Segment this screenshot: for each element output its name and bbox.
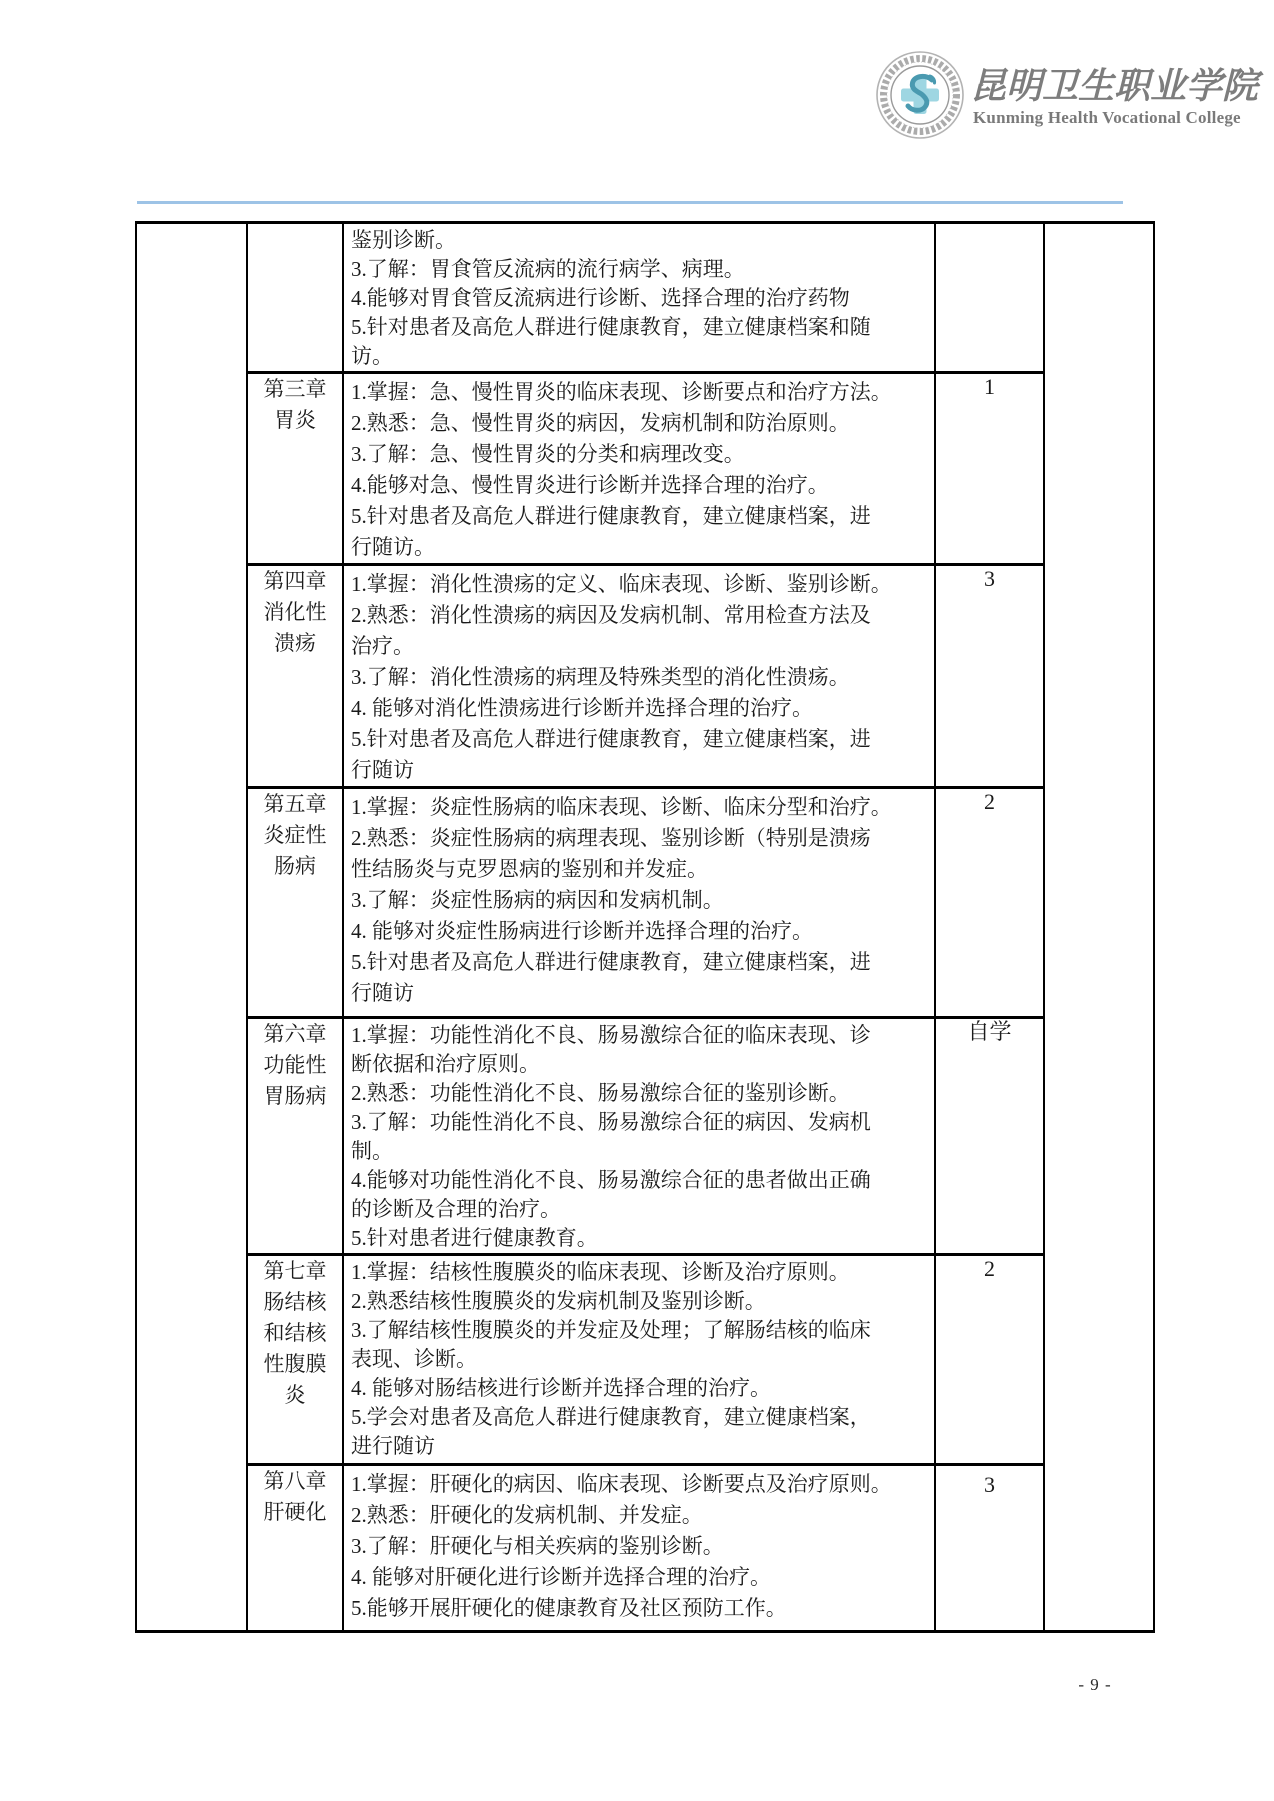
objectives-text: 1.掌握：功能性消化不良、肠易激综合征的临床表现、诊 断依据和治疗原则。 2.熟悉：功能性消化不良、肠易激综合征的鉴别诊断。 3.了解：功能性消化不良、肠易激综合征的病因、发病机 制。 4.能够对功能性消化不良、肠易激综合征的患者做出正确 的诊断及合理的治疗。 5.针对患者进行健康教育。 bbox=[351, 1023, 871, 1250]
objectives-text: 1.掌握：急、慢性胃炎的临床表现、诊断要点和治疗方法。 2.熟悉：急、慢性胃炎的病因，发病机制和防治原则。 3.了解：急、慢性胃炎的分类和病理改变。 4.能够对急、慢性胃炎进行诊断并选择合理的治疗。 5.针对患者及高危人群进行健康教育，建立健康档案，进 行随访。 bbox=[351, 380, 892, 559]
chapter-cell bbox=[247, 1255, 343, 1465]
syllabus-table bbox=[135, 221, 1155, 1633]
objectives-cell bbox=[343, 565, 935, 788]
chapter-label: 第七章 肠结核 和结核 性腹膜 炎 bbox=[263, 1259, 327, 1407]
chapter-cell bbox=[247, 565, 343, 788]
chapter-label: 第三章 胃炎 bbox=[263, 377, 327, 432]
merged-section-cell bbox=[136, 223, 247, 1632]
objectives-cell bbox=[343, 373, 935, 565]
objectives-text: 1.掌握：炎症性肠病的临床表现、诊断、临床分型和治疗。 2.熟悉：炎症性肠病的病理表现、鉴别诊断（特别是溃疡 性结肠炎与克罗恩病的鉴别和并发症。 3.了解：炎症性肠病的病因和发病机制。 4. 能够对炎症性肠病进行诊断并选择合理的治疗。 5.针对患者及高危人群进行健康教育，建立健康档案，进 行随访 bbox=[351, 795, 892, 1005]
chapter-label: 第五章 炎症性 肠病 bbox=[263, 792, 327, 878]
chapter-cell bbox=[247, 788, 343, 1018]
chapter-cell bbox=[247, 1465, 343, 1632]
chapter-label: 第六章 功能性 胃肠病 bbox=[263, 1022, 327, 1108]
page-number: - 9 - bbox=[1078, 1675, 1112, 1694]
table-row bbox=[136, 223, 1154, 373]
table-row bbox=[136, 1465, 1154, 1632]
hours-cell bbox=[935, 373, 1044, 565]
page-header bbox=[0, 0, 1274, 210]
hours-cell bbox=[935, 565, 1044, 788]
chapter-cell bbox=[247, 1018, 343, 1255]
hours-cell bbox=[935, 1018, 1044, 1255]
objectives-cell bbox=[343, 1465, 935, 1632]
table-row bbox=[136, 1255, 1154, 1465]
blank-column-cell bbox=[1044, 223, 1154, 1632]
hours-value: 2 bbox=[984, 789, 995, 814]
hours-cell bbox=[935, 1465, 1044, 1632]
hours-value: 自学 bbox=[967, 1019, 1012, 1044]
college-name-chinese: 昆明卫生职业学院 bbox=[970, 66, 1259, 106]
hours-value: 2 bbox=[984, 1256, 995, 1281]
hours-value: 1 bbox=[984, 374, 995, 399]
objectives-cell bbox=[343, 223, 935, 373]
objectives-cell bbox=[343, 1255, 935, 1465]
header-rule-divider bbox=[137, 201, 1123, 204]
hours-value: 3 bbox=[984, 566, 995, 591]
hours-cell bbox=[935, 788, 1044, 1018]
college-seal-icon bbox=[875, 50, 965, 140]
college-name-english: Kunming Health Vocational College bbox=[973, 108, 1241, 127]
objectives-text: 1.掌握：肝硬化的病因、临床表现、诊断要点及治疗原则。 2.熟悉：肝硬化的发病机制、并发症。 3.了解：肝硬化与相关疾病的鉴别诊断。 4. 能够对肝硬化进行诊断并选择合理的治疗。 5.能够开展肝硬化的健康教育及社区预防工作。 bbox=[351, 1472, 892, 1620]
objectives-text: 1.掌握：结核性腹膜炎的临床表现、诊断及治疗原则。 2.熟悉结核性腹膜炎的发病机制及鉴别诊断。 3.了解结核性腹膜炎的并发症及处理；了解肠结核的临床 表现、诊断。 4. 能够对肠结核进行诊断并选择合理的治疗。 5.学会对患者及高危人群进行健康教育，建立健康档案， 进行随访 bbox=[351, 1260, 871, 1458]
objectives-cell bbox=[343, 1018, 935, 1255]
hours-cell bbox=[935, 1255, 1044, 1465]
hours-value: 3 bbox=[984, 1472, 995, 1497]
chapter-cell bbox=[247, 373, 343, 565]
objectives-cell bbox=[343, 788, 935, 1018]
hours-cell bbox=[935, 223, 1044, 373]
objectives-text: 鉴别诊断。 3.了解：胃食管反流病的流行病学、病理。 4.能够对胃食管反流病进行诊断、选择合理的治疗药物 5.针对患者及高危人群进行健康教育，建立健康档案和随 访。 bbox=[351, 228, 871, 368]
table-row bbox=[136, 373, 1154, 565]
chapter-cell bbox=[247, 223, 343, 373]
table-row bbox=[136, 1018, 1154, 1255]
objectives-text: 1.掌握：消化性溃疡的定义、临床表现、诊断、鉴别诊断。 2.熟悉：消化性溃疡的病因及发病机制、常用检查方法及 治疗。 3.了解：消化性溃疡的病理及特殊类型的消化性溃疡。 4. 能够对消化性溃疡进行诊断并选择合理的治疗。 5.针对患者及高危人群进行健康教育，建立健康档案，进 行随访 bbox=[351, 572, 892, 782]
table-row bbox=[136, 565, 1154, 788]
chapter-label: 第八章 肝硬化 bbox=[263, 1469, 327, 1524]
chapter-label: 第四章 消化性 溃疡 bbox=[263, 569, 327, 655]
table-row bbox=[136, 788, 1154, 1018]
